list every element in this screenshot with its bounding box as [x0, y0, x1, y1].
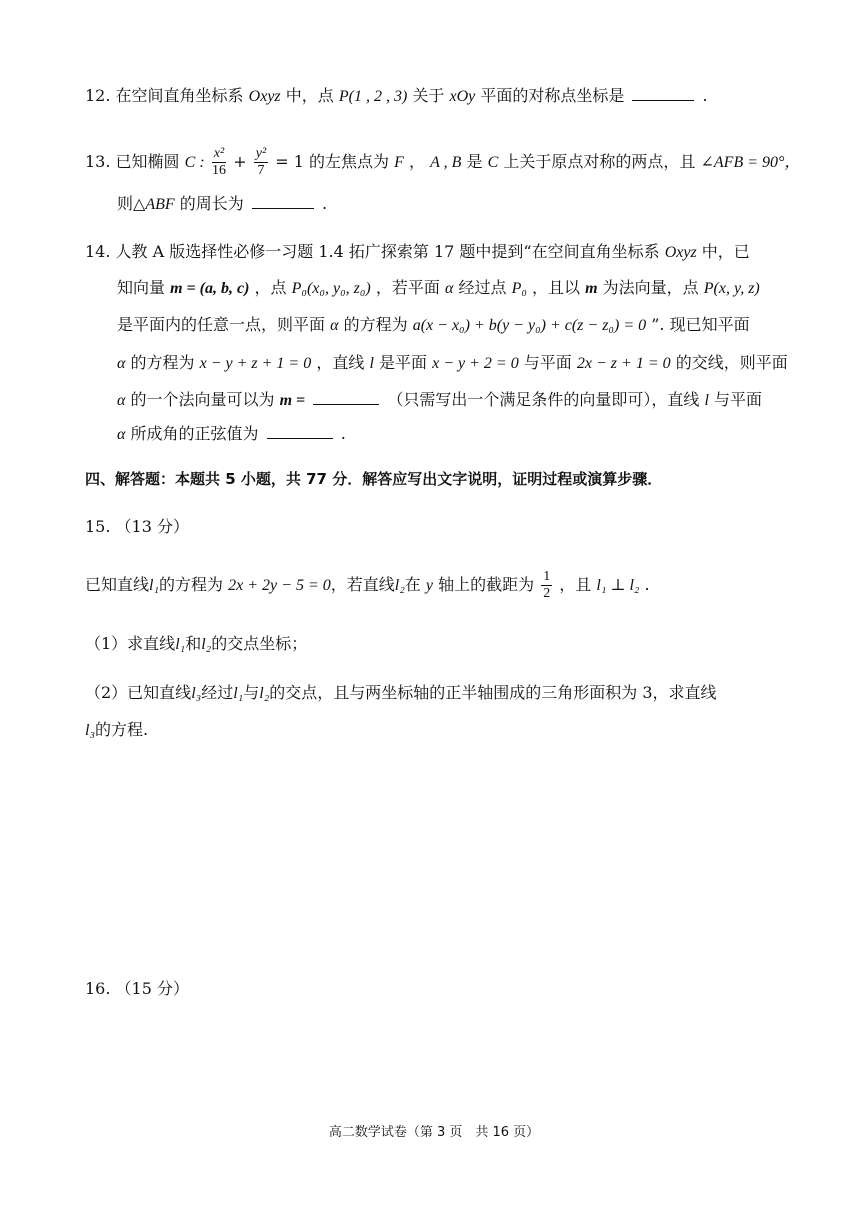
question-number: 13. [85, 152, 111, 171]
question-16-header [85, 978, 189, 1000]
section-4-title: 四、解答题：本题共 5 小题，共 77 分．解答应写出文字说明，证明过程或演算步骤． [85, 470, 663, 488]
question-15-part-2: （2）已知直线l₃经过l₁与l₂的交点，且与两坐标轴的正半轴围成的三角形面积为 3，求直线 [85, 683, 717, 702]
question-13: 13. 已知椭圆 C : $\frac{\text{x²}}{16}$ + $\frac{\text{y²}}{7}$ = 1 的左焦点为 F ， A , B 是 C 上关于原点对称的两点，且 ∠AFB = 90°， [85, 146, 801, 178]
question-14-line-3: 是平面内的任意一点，则平面 α 的方程为 a(x − x₀) + b(y − y₀) + c(z − z₀) = 0 ”. 现已知平面 [117, 315, 750, 334]
fraction-one-half: $\frac{1}{2}$ [543, 569, 551, 601]
answer-blank [313, 403, 379, 405]
fraction-y2-7: $\frac{\text{y²}}{7}$ [255, 146, 267, 178]
question-number: 12. [85, 86, 111, 105]
page-footer: 高二数学试卷（第 3 页 共 16 页） [328, 1125, 540, 1140]
question-15-header [85, 516, 189, 538]
answer-blank [632, 99, 694, 101]
question-14-line-2: 知向量 m = (a, b, c) ，点 P₀(x₀, y₀, z₀) ，若平面 α 经过点 P₀ ，且以 m 为法向量，点 P(x, y, z) [117, 278, 760, 297]
fraction-x2-16: $\frac{\text{x²}}{16}$ [211, 146, 226, 178]
question-13-line-2: 则△ABF 的周长为 . [117, 194, 328, 213]
answer-blank [252, 207, 314, 209]
question-15-statement: 已知直线l₁的方程为 2x + 2y − 5 = 0，若直线l₂在 y 轴上的截距为 $\frac{1}{2}$ ，且 l₁ ⊥ l₂ . [85, 569, 650, 601]
question-14-line-5: α 的一个法向量可以为 m = （只需写出一个满足条件的向量即可），直线 l 与平面 [117, 390, 763, 409]
question-15-part-1: （1）求直线l₁和l₂的交点坐标； [85, 634, 308, 653]
question-15-part-2-line-2: l₃的方程. [85, 720, 149, 739]
answer-blank [267, 437, 333, 439]
question-score: （15 分） [115, 979, 189, 998]
question-score: （13 分） [115, 517, 189, 536]
question-12: 12. 在空间直角坐标系 Oxyz 中，点 P(1 , 2 , 3) 关于 xOy 平面的对称点坐标是 . [85, 86, 708, 105]
question-number: 15. [85, 517, 111, 536]
question-14: 14. 人教 A 版选择性必修一习题 1.4 拓广探索第 17 题中提到“在空间直角坐标系 Oxyz 中，已 [85, 242, 750, 261]
question-number: 14. [85, 242, 111, 261]
question-number: 16. [85, 979, 111, 998]
question-14-line-4: α 的方程为 x − y + z + 1 = 0 ，直线 l 是平面 x − y + 2 = 0 与平面 2x − z + 1 = 0 的交线，则平面 [117, 353, 788, 372]
question-14-line-6: α 所成角的正弦值为 . [117, 424, 346, 443]
